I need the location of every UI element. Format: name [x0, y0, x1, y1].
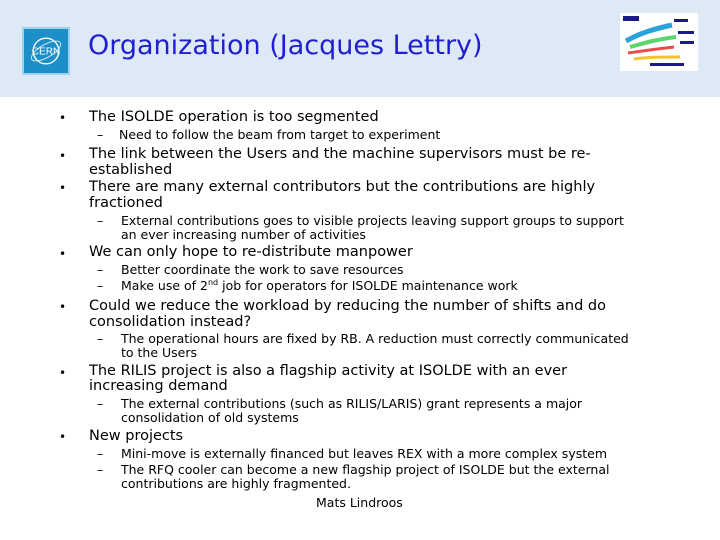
bullet: • [59, 247, 67, 261]
sub-bullet-dash: – [97, 396, 104, 411]
sub-bullet-text-cont: consolidation of old systems [121, 410, 299, 425]
sub-bullet-dash: – [97, 127, 104, 142]
sub-bullet-text: External contributions goes to visible projects leaving support groups to support [121, 213, 624, 228]
sub-bullet-text-part: job for operators for ISOLDE maintenance work [218, 278, 518, 293]
sub-bullet-dash: – [97, 213, 104, 228]
sub-bullet-text: Mini-move is externally financed but leaves REX with a more complex system [121, 446, 607, 461]
bullet-text: There are many external contributors but the contributions are highly [89, 179, 596, 195]
bullet-text-cont: consolidation instead? [89, 314, 252, 330]
svg-text:CERN: CERN [31, 46, 61, 58]
sub-bullet-dash: – [97, 262, 104, 277]
sub-bullet-text-cont: an ever increasing number of activities [121, 227, 366, 242]
bullet: • [59, 300, 67, 314]
bullet: • [59, 149, 67, 163]
sub-bullet-dash: – [97, 462, 104, 477]
bullet-text-cont: increasing demand [89, 378, 228, 394]
bullet: • [59, 181, 67, 195]
sub-bullet-text-cont: to the Users [121, 345, 198, 360]
bullet-text-cont: fractioned [89, 195, 163, 211]
sub-bullet-dash: – [97, 278, 104, 293]
sub-bullet-text: The operational hours are fixed by RB. A reduction must correctly communicated [121, 331, 629, 346]
bullet-text: Could we reduce the workload by reducing the number of shifts and do [89, 298, 606, 314]
sub-bullet-text: The external contributions (such as RILIS/LARIS) grant represents a major [121, 396, 583, 411]
sub-bullet-text: Better coordinate the work to save resources [121, 262, 404, 277]
sub-bullet-text [121, 277, 518, 293]
sub-bullet-text: The RFQ cooler can become a new flagship project of ISOLDE but the external [121, 462, 610, 477]
bullet-text: The RILIS project is also a flagship activity at ISOLDE with an ever [89, 363, 568, 379]
sub-bullet-text-part: Make use of 2 [121, 278, 208, 293]
bullet: • [59, 111, 67, 125]
superscript: nd [207, 277, 219, 287]
bullet: • [59, 430, 67, 444]
bullet-text: We can only hope to re-distribute manpower [89, 244, 413, 260]
sub-bullet-dash: – [97, 331, 104, 346]
bullet-text: The ISOLDE operation is too segmented [89, 109, 379, 125]
sub-bullet-dash: – [97, 446, 104, 461]
author-signature: Mats Lindroos [316, 495, 403, 510]
bullet-text: The link between the Users and the machine supervisors must be re- [89, 146, 591, 162]
bullet: • [59, 366, 67, 380]
bullet-text-cont: established [89, 162, 173, 178]
bullet-text: New projects [89, 428, 184, 444]
slide-title: Organization (Jacques Lettry) [88, 30, 483, 61]
sub-bullet-text-cont: contributions are highly fragmented. [121, 476, 351, 491]
sub-bullet-text: Need to follow the beam from target to experiment [119, 127, 441, 142]
